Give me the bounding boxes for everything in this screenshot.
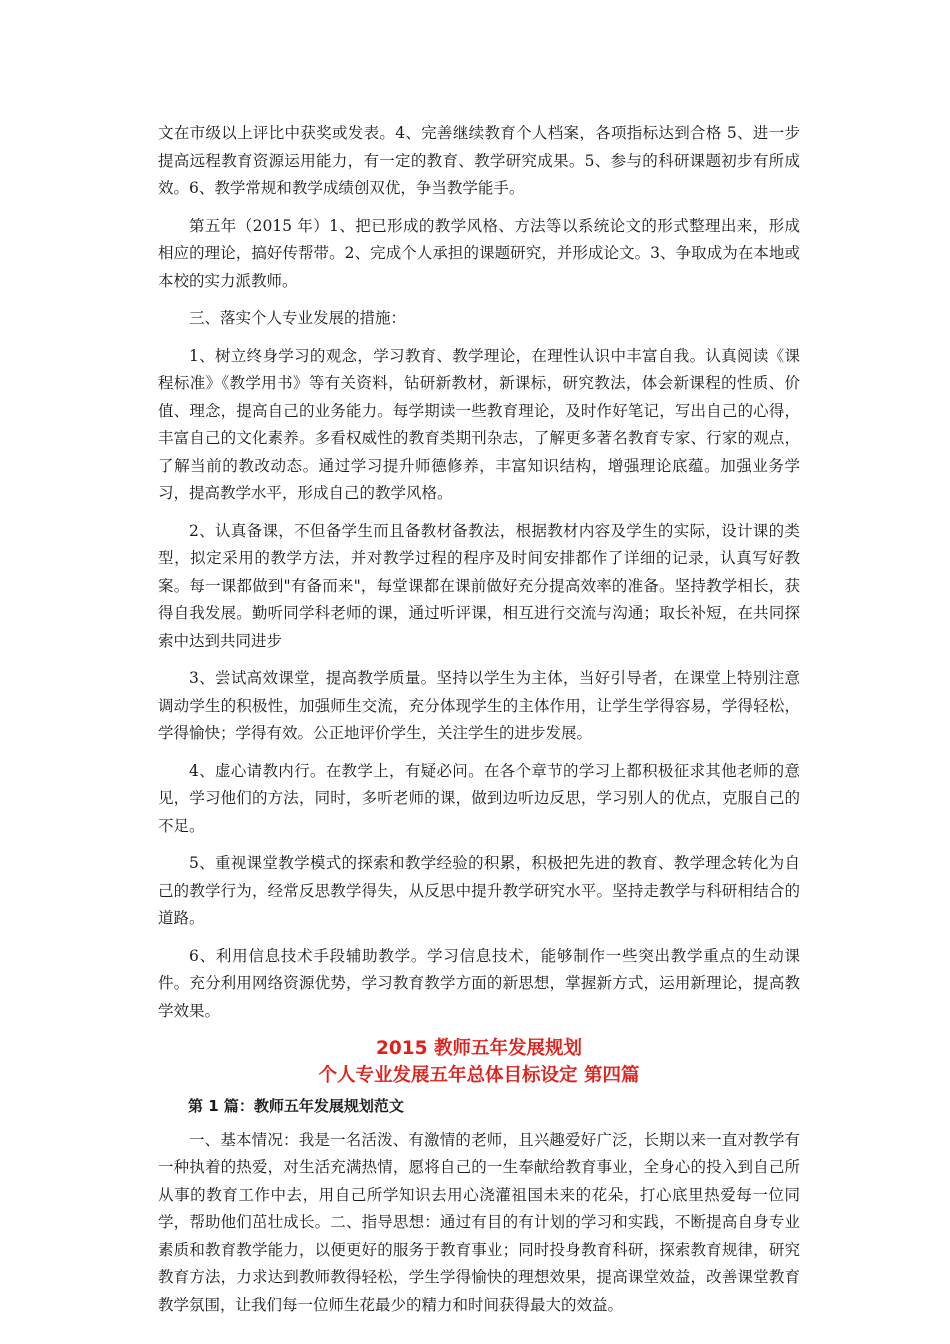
paragraph-basic-info: 一、基本情况：我是一名活泼、有激情的老师，且兴趣爱好广泛，长期以来一直对教学有一种执着的热爱，对生活充满热情，愿将自己的一生奉献给教育事业，全身心的投入到自己所从事的教育工作中去，用自己所学知识去用心浇灌祖国未来的花朵，打心底里热爱每一位同学，帮助他们茁壮成长。二、指导思想：通过有目的有计划的学习和实践，不断提高自身专业素质和教育教学能力，以便更好的服务于教育事业；同时投身教育科研，探索教育规律，研究教育方法，力求达到教师教得轻松，学生学得愉快的理想效果，提高课堂效益，改善课堂教育教学氛围，让我们每一位师生花最少的精力和时间获得最大的效益。 xyxy=(158,1130,800,1314)
title-line-2: 个人专业发展五年总体目标设定 第四篇 xyxy=(318,1065,640,1086)
red-title-block xyxy=(158,1035,800,1089)
paragraph-year-five: 第五年（2015 年）1、把已形成的教学风格、方法等以系统论文的形式整理出来，形成相应的理论，搞好传帮带。2、完成个人承担的课题研究，并形成论文。3、争取成为在本地或本校的实力派教师。 xyxy=(158,216,800,290)
paragraph-measure-4: 4、虚心请教内行。在教学上，有疑必问。在各个章节的学习上都积极征求其他老师的意见，学习他们的方法，同时，多听老师的课，做到边听边反思，学习别人的优点，克服自己的不足。 xyxy=(158,761,800,835)
section-heading-measures: 三、落实个人专业发展的措施： xyxy=(189,309,407,327)
paragraph-measure-5: 5、重视课堂教学模式的探索和教学经验的积累，积极把先进的教育、教学理念转化为自己的教学行为，经常反思教学得失，从反思中提升教学研究水平。坚持走教学与科研相结合的道路。 xyxy=(158,854,800,927)
document-page xyxy=(158,120,800,1329)
paragraph-measure-6: 6、利用信息技术手段辅助教学。学习信息技术，能够制作一些突出教学重点的生动课件。充分利用网络资源优势，学习教育教学方面的新思想，掌握新方式，运用新理论，提高教学效果。 xyxy=(158,946,800,1020)
paragraph-measure-1: 1、树立终身学习的观念，学习教育、教学理论，在理性认识中丰富自我。认真阅读《课程标准》《教学用书》等有关资料，钻研新教材，新课标，研究教法，体会新课程的性质、价值、理念，提高自己的业务能力。每学期读一些教育理论，及时作好笔记，写出自己的心得，丰富自己的文化素养。多看权威性的教育类期刊杂志，了解更多著名教育专家、行家的观点，了解当前的教改动态。通过学习提升师德修养，丰富知识结构，增强理论底蕴。加强业务学习，提高教学水平，形成自己的教学风格。 xyxy=(158,346,800,502)
paragraph-continued: 文在市级以上评比中获奖或发表。4、完善继续教育个人档案，各项指标达到合格 5、进一步提高远程教育资源运用能力，有一定的教育、教学研究成果。5、参与的科研课题初步有所成效。6、教学常规和教学成绩创双优，争当教学能手。 xyxy=(158,124,800,197)
article-heading: 第 1 篇：教师五年发展规划范文 xyxy=(188,1097,404,1115)
paragraph-measure-2: 2、认真备课，不但备学生而且备教材备教法，根据教材内容及学生的实际，设计课的类型，拟定采用的教学方法，并对教学过程的程序及时间安排都作了详细的记录，认真写好教案。每一课都做到"有备而来"，每堂课都在课前做好充分提高效率的准备。坚持教学相长，获得自我发展。勤听同学科老师的课，通过听评课，相互进行交流与沟通；取长补短，在共同探索中达到共同进步 xyxy=(158,521,800,650)
paragraph-measure-3: 3、尝试高效课堂，提高教学质量。坚持以学生为主体，当好引导者，在课堂上特别注意调动学生的积极性，加强师生交流，充分体现学生的主体作用，让学生学得容易，学得轻松，学得愉快；学得有效。公正地评价学生，关注学生的进步发展。 xyxy=(158,669,800,742)
title-line-1: 2015 教师五年发展规划 xyxy=(376,1038,582,1059)
